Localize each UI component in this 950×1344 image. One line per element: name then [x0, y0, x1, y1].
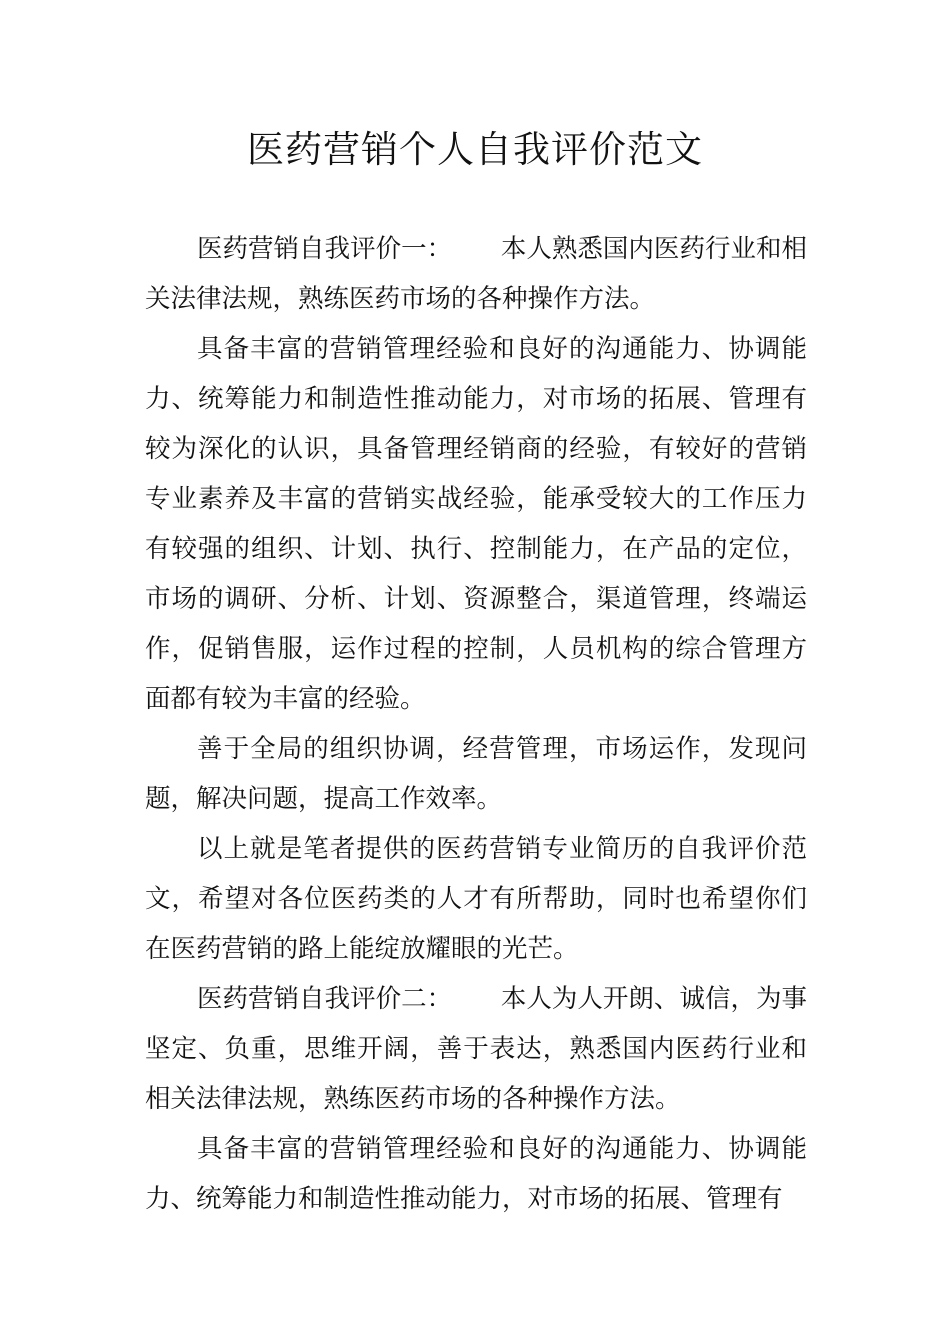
paragraph-summary: 以上就是笔者提供的医药营销专业简历的自我评价范文，希望对各位医药类的人才有所帮助，同时也希望你们在医药营销的路上能绽放耀眼的光芒。: [145, 834, 807, 964]
paragraph-skills-experience-repeat: 具备丰富的营销管理经验和良好的沟通能力、协调能力、统筹能力和制造性推动能力，对市场的拓展、管理有: [145, 1134, 807, 1214]
paragraph-coordination: 善于全局的组织协调，经营管理，市场运作，发现问题，解决问题，提高工作效率。: [145, 734, 807, 814]
page-title: 医药营销个人自我评价范文: [247, 128, 703, 171]
paragraph-skills-experience: 具备丰富的营销管理经验和良好的沟通能力、协调能力、统筹能力和制造性推动能力，对市场的拓展、管理有较为深化的认识，具备管理经销商的经验，有较好的营销专业素养及丰富的营销实战经验，能承受较大的工作压力有较强的组织、计划、执行、控制能力，在产品的定位，市场的调研、分析、计划、资源整合，渠道管理，终端运作，促销售服，运作过程的控制，人员机构的综合管理方面都有较为丰富的经验。: [145, 334, 807, 714]
document-body: [145, 224, 807, 1224]
paragraph-evaluation-two-intro: 医药营销自我评价二： 本人为人开朗、诚信，为事坚定、负重，思维开阔，善于表达，熟悉国内医药行业和相关法律法规，熟练医药市场的各种操作方法。: [145, 984, 807, 1114]
paragraph-evaluation-one-intro: 医药营销自我评价一： 本人熟悉国内医药行业和相关法律法规，熟练医药市场的各种操作方法。: [145, 234, 807, 314]
